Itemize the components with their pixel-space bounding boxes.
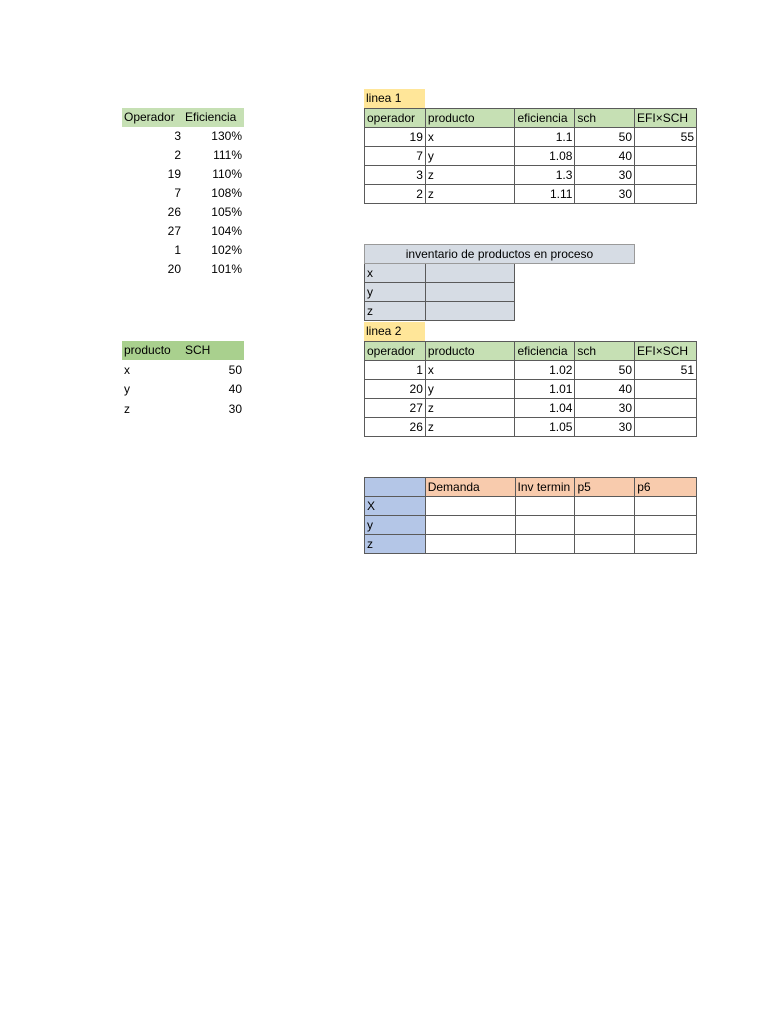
- table-row: [365, 283, 635, 302]
- header-operador[interactable]: Operador: [124, 110, 175, 124]
- operators-header: [122, 108, 244, 127]
- table-row: [365, 380, 697, 399]
- inventory-value-cell[interactable]: [425, 283, 515, 302]
- table-row: [122, 400, 244, 419]
- operator-cell[interactable]: 2: [174, 148, 181, 162]
- inventory-title[interactable]: inventario de productos en proceso: [365, 245, 635, 264]
- table-row: [365, 361, 697, 380]
- table-row: [365, 166, 697, 185]
- header-row: [365, 342, 697, 361]
- table-row: [122, 146, 244, 165]
- line2-title[interactable]: linea 2: [364, 322, 425, 341]
- efficiency-cell[interactable]: 130%: [211, 129, 242, 143]
- demand-value-cell[interactable]: [515, 535, 575, 554]
- header-sch[interactable]: sch: [575, 109, 635, 128]
- efi-sch-cell[interactable]: [635, 380, 697, 399]
- efficiency-cell[interactable]: 101%: [211, 262, 242, 276]
- header-efi-sch[interactable]: EFI×SCH: [635, 342, 697, 361]
- efficiency-cell[interactable]: 108%: [211, 186, 242, 200]
- efi-sch-cell[interactable]: [635, 399, 697, 418]
- efi-sch-cell[interactable]: [635, 166, 697, 185]
- header-sch[interactable]: sch: [575, 342, 635, 361]
- operator-cell[interactable]: 26: [365, 418, 426, 437]
- table-row: [122, 127, 244, 146]
- inventory-product-cell[interactable]: y: [365, 283, 426, 302]
- product-cell[interactable]: y: [124, 382, 130, 396]
- table-row: [122, 165, 244, 184]
- demand-value-cell[interactable]: [635, 497, 697, 516]
- inventory-value-cell[interactable]: [425, 302, 515, 321]
- header-producto[interactable]: producto: [425, 109, 515, 128]
- table-row: [365, 185, 697, 204]
- table-row: [122, 241, 244, 260]
- line2-table: [364, 341, 697, 437]
- operator-cell[interactable]: 1: [365, 361, 426, 380]
- header-producto[interactable]: producto: [425, 342, 515, 361]
- efficiency-cell[interactable]: 1.05: [515, 418, 575, 437]
- efficiency-cell[interactable]: 1.08: [515, 147, 575, 166]
- table-row: [365, 535, 697, 554]
- operator-cell[interactable]: 20: [167, 262, 181, 276]
- efficiency-cell[interactable]: 1.1: [515, 128, 575, 147]
- header-efi-sch[interactable]: EFI×SCH: [635, 109, 697, 128]
- demand-value-cell[interactable]: [635, 535, 697, 554]
- demand-value-cell[interactable]: [575, 535, 635, 554]
- table-row: [122, 184, 244, 203]
- table-row: [365, 418, 697, 437]
- table-row: [122, 222, 244, 241]
- table-row: [122, 203, 244, 222]
- table-row: [365, 128, 697, 147]
- efi-sch-cell[interactable]: 55: [635, 128, 697, 147]
- table-row: [122, 380, 244, 399]
- header-blank[interactable]: [365, 478, 426, 497]
- header-sch[interactable]: SCH: [185, 343, 211, 357]
- sch-cell[interactable]: 40: [575, 380, 635, 399]
- efficiency-cell[interactable]: 1.3: [515, 166, 575, 185]
- demand-product-cell[interactable]: z: [365, 535, 426, 554]
- sch-cell[interactable]: 30: [228, 401, 242, 416]
- efficiency-cell[interactable]: 1.02: [515, 361, 575, 380]
- operator-cell[interactable]: 1: [174, 243, 181, 257]
- demand-product-cell[interactable]: y: [365, 516, 426, 535]
- product-cell[interactable]: z: [425, 185, 515, 204]
- efi-sch-cell[interactable]: [635, 418, 697, 437]
- demand-value-cell[interactable]: [635, 516, 697, 535]
- product-cell[interactable]: x: [425, 128, 515, 147]
- header-eficiencia[interactable]: eficiencia: [515, 342, 575, 361]
- table-row: [365, 497, 697, 516]
- operator-cell[interactable]: 19: [365, 128, 426, 147]
- operator-cell[interactable]: 19: [167, 167, 181, 181]
- header-operador[interactable]: operador: [365, 109, 426, 128]
- sch-cell[interactable]: 40: [575, 147, 635, 166]
- header-operador[interactable]: operador: [365, 342, 426, 361]
- blank-cell: [515, 283, 635, 302]
- sch-cell[interactable]: 30: [575, 166, 635, 185]
- table-row: [365, 264, 635, 283]
- operator-cell[interactable]: 20: [365, 380, 426, 399]
- product-cell[interactable]: y: [425, 147, 515, 166]
- table-row: [122, 361, 244, 380]
- inventory-table: [364, 244, 635, 321]
- line1-table: [364, 108, 697, 204]
- demand-value-cell[interactable]: [425, 516, 515, 535]
- operator-cell[interactable]: 27: [365, 399, 426, 418]
- product-cell[interactable]: y: [425, 380, 515, 399]
- sch-cell[interactable]: 40: [228, 382, 242, 396]
- efi-sch-cell[interactable]: [635, 147, 697, 166]
- table-row: [365, 399, 697, 418]
- sch-cell[interactable]: 50: [228, 362, 242, 377]
- product-cell[interactable]: x: [124, 362, 130, 377]
- blank-cell: [515, 302, 635, 321]
- efficiency-cell[interactable]: 1.04: [515, 399, 575, 418]
- product-cell[interactable]: x: [425, 361, 515, 380]
- table-row: [365, 147, 697, 166]
- header-row: [365, 109, 697, 128]
- efficiency-cell[interactable]: 105%: [211, 205, 242, 219]
- efficiency-cell[interactable]: 111%: [213, 148, 242, 162]
- header-eficiencia[interactable]: eficiencia: [515, 109, 575, 128]
- table-row: [122, 260, 244, 279]
- demand-value-cell[interactable]: [425, 497, 515, 516]
- operator-cell[interactable]: 7: [174, 186, 181, 200]
- demand-value-cell[interactable]: [575, 516, 635, 535]
- table-row: [365, 516, 697, 535]
- table-row: [365, 302, 635, 321]
- sch-cell[interactable]: 30: [575, 399, 635, 418]
- header-demanda[interactable]: Demanda: [425, 478, 515, 497]
- efi-sch-cell[interactable]: [635, 185, 697, 204]
- demand-table: [364, 477, 697, 554]
- operator-cell[interactable]: 26: [167, 205, 181, 219]
- inventory-product-cell[interactable]: x: [365, 264, 426, 283]
- efficiency-cell[interactable]: 102%: [211, 243, 242, 257]
- operator-cell[interactable]: 2: [365, 185, 426, 204]
- operator-cell[interactable]: 27: [167, 224, 181, 238]
- inventory-product-cell[interactable]: z: [365, 302, 426, 321]
- product-cell[interactable]: z: [425, 399, 515, 418]
- line1-title[interactable]: linea 1: [364, 89, 425, 108]
- operator-cell[interactable]: 3: [174, 129, 181, 143]
- demand-value-cell[interactable]: [575, 497, 635, 516]
- inventory-value-cell[interactable]: [425, 264, 515, 283]
- product-cell[interactable]: z: [425, 418, 515, 437]
- demand-product-cell[interactable]: X: [365, 497, 426, 516]
- demand-value-cell[interactable]: [515, 497, 575, 516]
- efficiency-cell[interactable]: 110%: [212, 167, 242, 181]
- product-cell[interactable]: z: [124, 401, 130, 416]
- header-producto[interactable]: producto: [124, 343, 171, 357]
- header-p5[interactable]: p5: [575, 478, 635, 497]
- operator-cell[interactable]: 7: [365, 147, 426, 166]
- sch-cell[interactable]: 50: [575, 361, 635, 380]
- blank-cell: [515, 264, 635, 283]
- header-p6[interactable]: p6: [635, 478, 697, 497]
- products-header: [122, 341, 244, 360]
- efficiency-cell[interactable]: 104%: [211, 224, 242, 238]
- efficiency-cell[interactable]: 1.11: [515, 185, 575, 204]
- sch-cell[interactable]: 30: [575, 185, 635, 204]
- demand-value-cell[interactable]: [425, 535, 515, 554]
- product-cell[interactable]: z: [425, 166, 515, 185]
- efficiency-cell[interactable]: 1.01: [515, 380, 575, 399]
- efi-sch-cell[interactable]: 51: [635, 361, 697, 380]
- header-eficiencia[interactable]: Eficiencia: [185, 110, 237, 124]
- sch-cell[interactable]: 30: [575, 418, 635, 437]
- operator-cell[interactable]: 3: [365, 166, 426, 185]
- sch-cell[interactable]: 50: [575, 128, 635, 147]
- header-inv-termin[interactable]: Inv termin: [515, 478, 575, 497]
- header-row: [365, 478, 697, 497]
- demand-value-cell[interactable]: [515, 516, 575, 535]
